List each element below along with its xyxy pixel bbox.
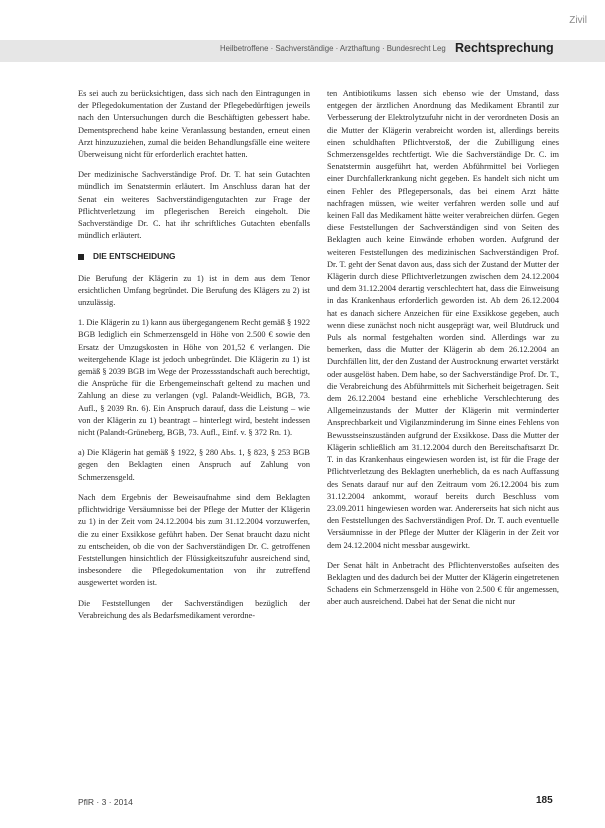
paragraph: ten Antibiotikums lassen sich ebenso wie der Umstand, dass entgegen der ärztlichen Anordnung das Medikament Ebrantil zur Verbesserung der Elektrolytzufuhr nicht in der verordneten Dosis an die Mutter der Klägerin verabreicht worden ist, allerdings bereits einen schuldhaften Pflichtverstoß, der die Zubilligung eines Schmerzensgeldes rechtfertigt. Wie die Sachverständige Dr. C. im Senatstermin ausgeführt hat, werden Abführmittel bei Vorliegen einer Durchfallerkrankung nicht gegeben. Es handelt sich nicht um einen Fehler des Pflegepersonals, das bei einem Arzt hätte nachfragen müssen, wie weiter verfahren werden solle und auf keinen Fall das Medikament hätte weiter verabreichen dürfen. Gegen diese Feststellungen der Sachverständigen sind von Seiten des Beklagten auch keine Einwände erhoben worden. Aufgrund der weiteren Feststellungen des medizinischen Sachverständigen Prof. Dr. T. geht der Senat davon aus, dass sich der Zustand der Mutter der Klägerin durch diese Pflichtverletzungen zwischen dem 24.12.2004 und dem 31.12.2004 derartig verschlechtert hat, dass die Einweisung in das Krankenhaus erforderlich geworden ist. Ab dem 26.12.2004 hat es danach sichere Anzeichen für eine Exsikkose gegeben, auch wenn diese zunächst noch nicht ausgeprägt war, weil Blutdruck und Puls als normal festgehalten worden sind. Allerdings war zu bemerken, dass die Mutter der Klägerin ab dem 26.12.2004 an Durchfällen litt, der den Zustand der Austrocknung erwartet verstärkt oder ausgelöst haben. Dem habe, so der Sachverständige Prof. Dr. T., die Verabreichung des Abführmittels mit Sicherheit beigetragen. Seit dem 26.12.2004 bestand eine erhebliche Verschlechterung des Allgemeinzustands der Mutter der Klägerin mit verminderter Ansprechbarkeit und Vigilanzminderung im Sinne eines Fehlens von Bewusstseinszuständen aufgrund der Exsikkose. Dass die Mutter der Klägerin schließlich am 31.12.2004 durch den Bereitschaftsarzt Dr. T. in das Krankenhaus eingewiesen worden ist, ist für die Frage der Pflichtverletzung des Beklagten unerheblich, da es nach Auffassung des Senats darauf nur auf den Zeitraum vom 26.12.2004 bis zum 31.12.2004 ankommt, worauf bereits durch Beschluss vom 23.09.2011 hingewiesen worden war. Andererseits hat sich nicht aus den Feststellungen des Sachverständigen Prof. Dr. T. auch eventuelle Versäumnisse in der Pflege der Mutter der Klägerin in der Zeit vor dem 24.12.2004 nicht messbar ausgewirkt. (327, 89, 559, 550)
paragraph: Der medizinische Sachverständige Prof. Dr. T. hat sein Gutachten mündlich im Senatstermin erläutert. Im Anschluss daran hat der Senat ein weiteres Sachverständigengutachten zur Frage der Pflichtverletzung im pflegerischen Bereich eingeholt. Die Sachverständige Dr. C. hat ihr schriftliches Gutachten ebenfalls mündlich erläutert. (78, 170, 310, 241)
right-column (327, 88, 559, 617)
section-heading-label: DIE ENTSCHEIDUNG (93, 251, 176, 262)
paragraph: Nach dem Ergebnis der Beweisaufnahme sind dem Beklagten pflichtwidrige Versäumnisse bei der Pflege der Mutter der Klägerin zu 1) in der Zeit vom 24.12.2004 bis zum 31.12.2004 vorzuwerfen, die zu einer Exsikkose geführt haben. Der Senat braucht dazu nicht zu entscheiden, ob die von der Sachverständigen Dr. C. getroffenen Feststellungen hinsichtlich der Flüssigkeitszufuhr ausreichend sind, insbesondere die Pflegedokumentation von ihr zutreffend ausgewertet worden ist. (78, 492, 310, 588)
paragraph: Die Berufung der Klägerin zu 1) ist in dem aus dem Tenor ersichtlichen Umfang begründet. Die Berufung des Klägers zu 2) ist unzulässig. (78, 273, 310, 308)
paragraph: Es sei auch zu berücksichtigen, dass sich nach den Eintragungen in der Pflegedokumentation der Zustand der Pflegebedürftigen jeweils nach den Untersuchungen durch die Beschäftigten gebessert habe. Dementsprechend habe keine Veranlassung bestanden, erneut einen Arzt hinzuzuziehen, zumal die beiden Behandlungsfälle eine weitere Überweisung nicht für erforderlich erachtet hatten. (78, 89, 310, 160)
section-title: Rechtsprechung (455, 41, 554, 55)
section-tag: Zivil (569, 15, 587, 26)
paragraph: Der Senat hält in Anbetracht des Pflichtenverstoßes aufseiten des Beklagten und des dadurch bei der Mutter der Klägerin eingetretenen Schadens ein Schmerzensgeld in Höhe von 2.500 € für angemessen, aber auch ausreichend. Dabei hat der Senat die nicht nur (327, 560, 559, 607)
paragraph: Die Feststellungen der Sachverständigen bezüglich der Verabreichung des als Bedarfsmedikament verordne- (78, 598, 310, 620)
page-number: 185 (536, 795, 553, 806)
left-column (78, 88, 310, 630)
paragraph: 1. Die Klägerin zu 1) kann aus übergegangenem Recht gemäß § 1922 BGB lediglich ein Schmerzensgeld in Höhe von 2.500 € sowie den Ersatz der Umzugskosten in Höhe von 201,52 € verlangen. Die weitergehende Klage ist jedoch unbegründet. Die Klägerin zu 1) ist gemäß § 2039 BGB im Wege der Prozessstandschaft auch berechtigt, die Ansprüche für die Erbengemeinschaft geltend zu machen und Zahlung an diese zu verlangen (vgl. Palandt-Weidlich, BGB, 73. Aufl., § 2039 Rn. 6). Ein Anspruch darauf, dass die Leistung – wie von der Klägerin zu 1) beantragt – hinterlegt wird, besteht indessen nicht (Palandt-Grüneberg, BGB, 73. Aufl., Einf. v. § 372 Rn. 1). (78, 318, 311, 438)
section-heading (78, 250, 310, 262)
running-header: Heilbetroffene · Sachverständige · Arzthaftung · Bundesrecht Leg (220, 44, 446, 53)
paragraph: a) Die Klägerin hat gemäß § 1922, § 280 Abs. 1, § 823, § 253 BGB gegen den Beklagten einen Anspruch auf Zahlung von Schmerzensgeld. (78, 448, 310, 482)
square-bullet-icon (78, 254, 84, 260)
journal-footer: PflR · 3 · 2014 (78, 797, 133, 807)
